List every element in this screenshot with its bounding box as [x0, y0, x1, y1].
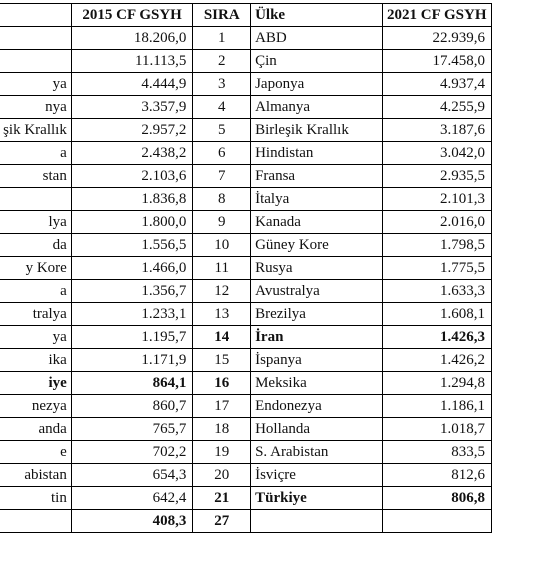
value-2015-cell: 2.438,2: [71, 142, 193, 165]
rank-cell: 1: [193, 27, 251, 50]
country-cell: Rusya: [251, 257, 382, 280]
country-cell: [251, 510, 382, 533]
table-row: [0, 372, 492, 395]
country-cell: İsviçre: [251, 464, 382, 487]
table-row: [0, 280, 492, 303]
value-2015-cell: 1.195,7: [71, 326, 193, 349]
value-2021-cell: 833,5: [382, 441, 491, 464]
value-2021-cell: 1.018,7: [382, 418, 491, 441]
country-cell: İtalya: [251, 188, 382, 211]
left-country-cell: [0, 188, 71, 211]
value-2021-cell: 2.016,0: [382, 211, 491, 234]
value-2021-cell: 17.458,0: [382, 50, 491, 73]
header-rank: SIRA: [193, 4, 251, 27]
value-2021-cell: 812,6: [382, 464, 491, 487]
left-country-cell: y Kore: [0, 257, 71, 280]
value-2015-cell: 702,2: [71, 441, 193, 464]
left-country-cell: stan: [0, 165, 71, 188]
value-2021-cell: 1.633,3: [382, 280, 491, 303]
table-row: [0, 487, 492, 510]
table-row: [0, 418, 492, 441]
value-2015-cell: 2.957,2: [71, 119, 193, 142]
table-row: [0, 73, 492, 96]
value-2015-cell: 1.800,0: [71, 211, 193, 234]
table-row: [0, 326, 492, 349]
value-2021-cell: 1.608,1: [382, 303, 491, 326]
value-2021-cell: 806,8: [382, 487, 491, 510]
value-2015-cell: 1.556,5: [71, 234, 193, 257]
left-country-cell: nezya: [0, 395, 71, 418]
rank-cell: 16: [193, 372, 251, 395]
rank-cell: 13: [193, 303, 251, 326]
left-country-cell: ika: [0, 349, 71, 372]
country-cell: Fransa: [251, 165, 382, 188]
table-row: [0, 165, 492, 188]
value-2015-cell: 654,3: [71, 464, 193, 487]
gdp-ranking-table: [0, 3, 492, 533]
value-2021-cell: 1.426,3: [382, 326, 491, 349]
header-country: Ülke: [251, 4, 382, 27]
table-row: [0, 50, 492, 73]
rank-cell: 7: [193, 165, 251, 188]
country-cell: ABD: [251, 27, 382, 50]
left-country-cell: [0, 50, 71, 73]
rank-cell: 17: [193, 395, 251, 418]
value-2021-cell: 22.939,6: [382, 27, 491, 50]
left-country-cell: a: [0, 142, 71, 165]
left-country-cell: şik Krallık: [0, 119, 71, 142]
value-2015-cell: 1.836,8: [71, 188, 193, 211]
value-2015-cell: 2.103,6: [71, 165, 193, 188]
table-row: [0, 27, 492, 50]
left-country-cell: anda: [0, 418, 71, 441]
country-cell: Almanya: [251, 96, 382, 119]
rank-cell: 4: [193, 96, 251, 119]
rank-cell: 6: [193, 142, 251, 165]
table-row: [0, 142, 492, 165]
header-2021-gdp: 2021 CF GSYH: [382, 4, 491, 27]
country-cell: Meksika: [251, 372, 382, 395]
value-2015-cell: 1.171,9: [71, 349, 193, 372]
left-country-cell: [0, 510, 71, 533]
rank-cell: 9: [193, 211, 251, 234]
left-country-cell: ya: [0, 73, 71, 96]
value-2015-cell: 408,3: [71, 510, 193, 533]
country-cell: Hollanda: [251, 418, 382, 441]
value-2015-cell: 11.113,5: [71, 50, 193, 73]
country-cell: Endonezya: [251, 395, 382, 418]
country-cell: Hindistan: [251, 142, 382, 165]
value-2021-cell: 3.042,0: [382, 142, 491, 165]
rank-cell: 10: [193, 234, 251, 257]
country-cell: Çin: [251, 50, 382, 73]
table-row: [0, 234, 492, 257]
rank-cell: 27: [193, 510, 251, 533]
table-row: [0, 441, 492, 464]
table-row: [0, 96, 492, 119]
rank-cell: 21: [193, 487, 251, 510]
value-2021-cell: 2.935,5: [382, 165, 491, 188]
header-row: [0, 4, 492, 27]
left-country-cell: e: [0, 441, 71, 464]
table-row: [0, 395, 492, 418]
left-country-cell: nya: [0, 96, 71, 119]
left-country-cell: da: [0, 234, 71, 257]
rank-cell: 18: [193, 418, 251, 441]
value-2021-cell: 3.187,6: [382, 119, 491, 142]
table-row: [0, 257, 492, 280]
table-row: [0, 211, 492, 234]
rank-cell: 8: [193, 188, 251, 211]
value-2021-cell: 1.186,1: [382, 395, 491, 418]
country-cell: Japonya: [251, 73, 382, 96]
rank-cell: 14: [193, 326, 251, 349]
country-cell: Brezilya: [251, 303, 382, 326]
table-row: [0, 119, 492, 142]
left-country-cell: lya: [0, 211, 71, 234]
country-cell: İran: [251, 326, 382, 349]
country-cell: Kanada: [251, 211, 382, 234]
value-2021-cell: 1.775,5: [382, 257, 491, 280]
rank-cell: 15: [193, 349, 251, 372]
country-cell: Avustralya: [251, 280, 382, 303]
value-2015-cell: 1.356,7: [71, 280, 193, 303]
value-2015-cell: 18.206,0: [71, 27, 193, 50]
value-2015-cell: 860,7: [71, 395, 193, 418]
left-country-cell: iye: [0, 372, 71, 395]
rank-cell: 11: [193, 257, 251, 280]
left-country-cell: [0, 27, 71, 50]
country-cell: Birleşik Krallık: [251, 119, 382, 142]
table-row: [0, 464, 492, 487]
value-2021-cell: 4.937,4: [382, 73, 491, 96]
value-2015-cell: 1.466,0: [71, 257, 193, 280]
left-country-cell: tin: [0, 487, 71, 510]
left-country-cell: a: [0, 280, 71, 303]
value-2021-cell: 1.426,2: [382, 349, 491, 372]
country-cell: Türkiye: [251, 487, 382, 510]
value-2015-cell: 642,4: [71, 487, 193, 510]
table-row: [0, 188, 492, 211]
country-cell: Güney Kore: [251, 234, 382, 257]
rank-cell: 20: [193, 464, 251, 487]
left-country-cell: abistan: [0, 464, 71, 487]
value-2015-cell: 4.444,9: [71, 73, 193, 96]
value-2015-cell: 864,1: [71, 372, 193, 395]
value-2021-cell: 1.798,5: [382, 234, 491, 257]
value-2021-cell: 1.294,8: [382, 372, 491, 395]
rank-cell: 12: [193, 280, 251, 303]
rank-cell: 5: [193, 119, 251, 142]
left-country-cell: tralya: [0, 303, 71, 326]
header-left-country: [0, 4, 71, 27]
country-cell: S. Arabistan: [251, 441, 382, 464]
table-row: [0, 303, 492, 326]
rank-cell: 2: [193, 50, 251, 73]
rank-cell: 19: [193, 441, 251, 464]
table-row: [0, 510, 492, 533]
rank-cell: 3: [193, 73, 251, 96]
value-2015-cell: 765,7: [71, 418, 193, 441]
table-row: [0, 349, 492, 372]
value-2021-cell: 4.255,9: [382, 96, 491, 119]
country-cell: İspanya: [251, 349, 382, 372]
value-2021-cell: [382, 510, 491, 533]
left-country-cell: ya: [0, 326, 71, 349]
value-2021-cell: 2.101,3: [382, 188, 491, 211]
value-2015-cell: 3.357,9: [71, 96, 193, 119]
header-2015-gdp: 2015 CF GSYH: [71, 4, 193, 27]
value-2015-cell: 1.233,1: [71, 303, 193, 326]
